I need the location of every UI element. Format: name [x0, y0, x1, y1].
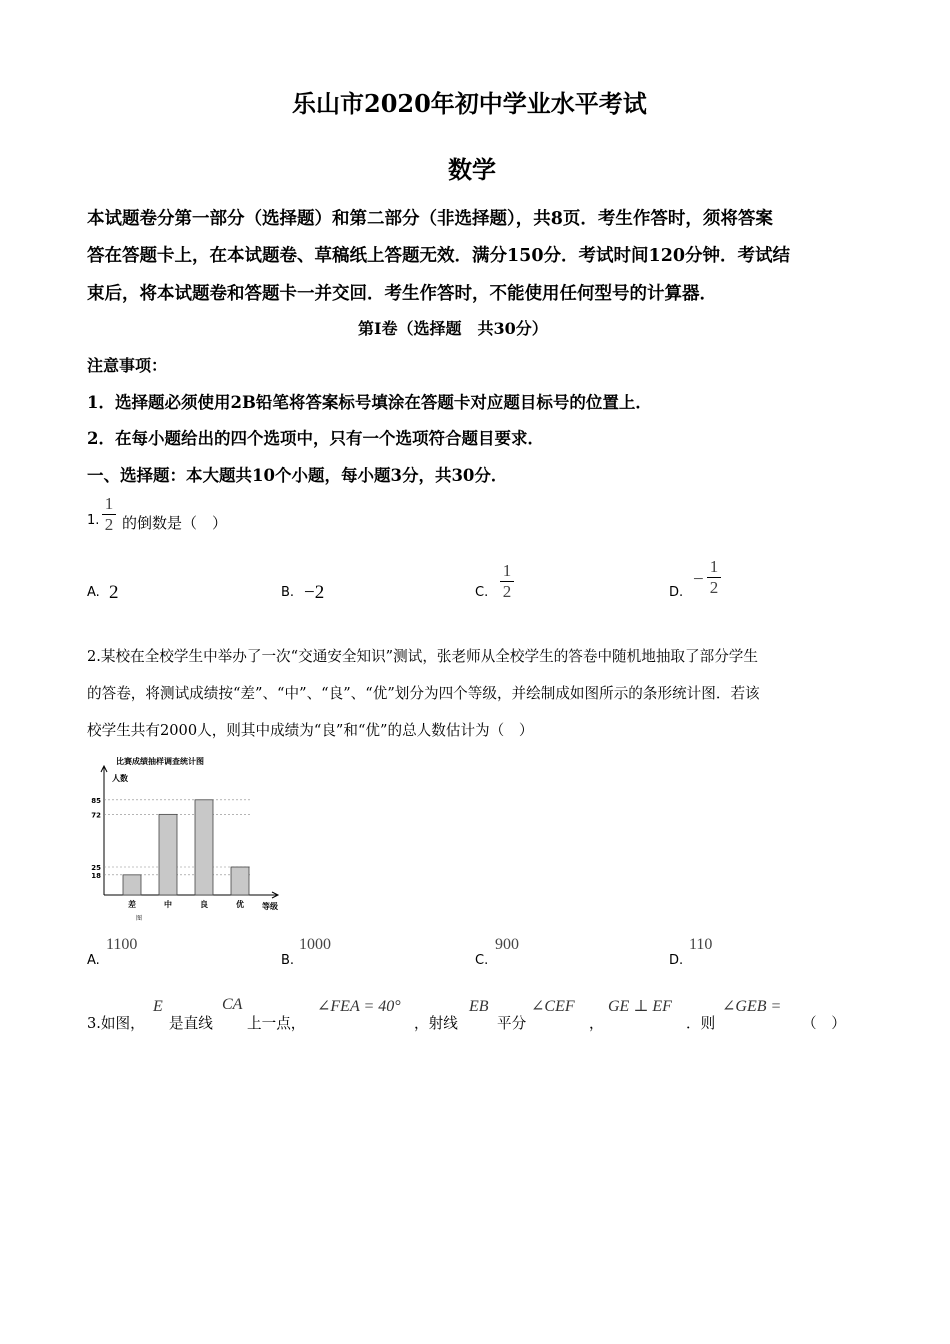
q3-line-ca: CA [222, 996, 243, 1013]
q1-number: 1. [87, 513, 100, 528]
q3-angle-geb: ∠GEB = [722, 998, 782, 1015]
q1-option-d-sign: − [693, 569, 704, 590]
q3-text-1: 是直线 [169, 1015, 213, 1032]
q3-ray-eb: EB [469, 998, 489, 1015]
q2-option-b-value: 1000 [299, 936, 331, 953]
y-tick-label-18: 18 [91, 871, 101, 880]
q3-angle-fea: ∠FEA = 40° [317, 998, 401, 1015]
q2-option-a-letter: A. [87, 953, 100, 968]
q1-option-d-letter: D. [669, 585, 684, 600]
q3-angle-cef: ∠CEF [531, 998, 575, 1015]
q1-frac-num: 1 [104, 494, 114, 513]
q2-option-a-value: 1100 [106, 936, 138, 953]
q1-stem: 的倒数是（ ） [122, 514, 228, 532]
bar-chart [90, 752, 290, 922]
bar-优 [231, 867, 249, 895]
q1-frac-den: 2 [104, 515, 114, 534]
y-tick-label-72: 72 [91, 811, 101, 820]
x-tick-label-良: 良 [200, 900, 208, 909]
q2-line-3: 校学生共有2000人，则其中成绩为“良”和“优”的总人数估计为（ ） [87, 722, 534, 739]
bar-中 [159, 814, 177, 895]
part1-heading: 一、选择题：本大题共10个小题，每小题3分，共30分． [87, 466, 508, 485]
notes-heading: 注意事项： [87, 356, 168, 375]
note-item-2: 2．在每小题给出的四个选项中，只有一个选项符合题目要求． [87, 429, 544, 448]
y-tick-label-25: 25 [91, 864, 101, 872]
q2-line-2: 的答卷，将测试成绩按“差”、“中”、“良”、“优”划分为四个等级，并绘制成如图所示的条形统计图．若该 [87, 685, 760, 702]
q2-option-c-letter: C. [475, 953, 489, 968]
chart-title: 比赛成绩抽样调查统计图 [116, 757, 204, 766]
subject-title: 数学 [448, 155, 496, 184]
section-title: 第I卷（选择题 共30分） [358, 319, 548, 338]
q3-text-6: ．则 [686, 1015, 716, 1032]
x-tick-label-优: 优 [236, 900, 244, 909]
note-item-1: 1．选择题必须使用2B铅笔将答案标号填涂在答题卡对应题目标号的位置上． [87, 393, 652, 412]
q1-option-d-fraction [707, 558, 721, 597]
q2-option-d-value: 110 [689, 936, 713, 953]
exam-title: 乐山市2020年初中学业水平考试 [292, 89, 647, 118]
bar-良 [195, 800, 213, 895]
q1-option-d-den: 2 [709, 578, 719, 597]
q1-option-d-num: 1 [709, 557, 719, 576]
bar-差 [123, 875, 141, 895]
q1-option-c-letter: C. [475, 585, 489, 600]
q3-answer-paren: （ ） [802, 1015, 846, 1032]
q1-fraction [102, 495, 116, 534]
q3-perpendicular: GE ⊥ EF [608, 998, 672, 1015]
q1-option-c-num: 1 [502, 561, 512, 580]
intro-line-2: 答在答题卡上，在本试题卷、草稿纸上答题无效．满分150分．考试时间120分钟．考试结 [87, 246, 791, 266]
q3-text-3: ，射线 [414, 1015, 458, 1032]
x-tick-label-差: 差 [128, 900, 136, 909]
q1-option-c-den: 2 [502, 582, 512, 601]
q1-option-a-value: 2 [109, 582, 119, 603]
q3-text-5: ， [589, 1015, 604, 1032]
y-axis-label: 人数 [112, 774, 128, 783]
y-tick-label-85: 85 [91, 796, 101, 805]
q2-line-1: 2.某校在全校学生中举办了一次“交通安全知识”测试，张老师从全校学生的答卷中随机地抽取了部分学生 [87, 648, 758, 665]
intro-line-3: 束后，将本试题卷和答题卡一并交回．考生作答时，不能使用任何型号的计算器． [87, 284, 717, 304]
q1-option-c-fraction [500, 562, 514, 601]
x-axis-label: 等级 [262, 902, 278, 911]
x-tick-label-中: 中 [164, 900, 172, 909]
q2-option-c-value: 900 [495, 936, 519, 953]
q3-text-4: 平分 [497, 1015, 527, 1032]
q1-option-b-letter: B. [281, 585, 295, 600]
q3-text-2: 上一点， [247, 1015, 306, 1032]
q1-option-b-value: −2 [304, 582, 325, 603]
q3-number: 3.如图， [87, 1015, 145, 1032]
q2-option-b-letter: B. [281, 953, 295, 968]
q2-option-d-letter: D. [669, 953, 684, 968]
intro-line-1: 本试题卷分第一部分（选择题）和第二部分（非选择题），共8页．考生作答时，须将答案 [87, 209, 773, 229]
q3-point-e: E [153, 998, 163, 1015]
q1-option-a-letter: A. [87, 585, 100, 600]
chart-caption: 图 [136, 915, 143, 922]
